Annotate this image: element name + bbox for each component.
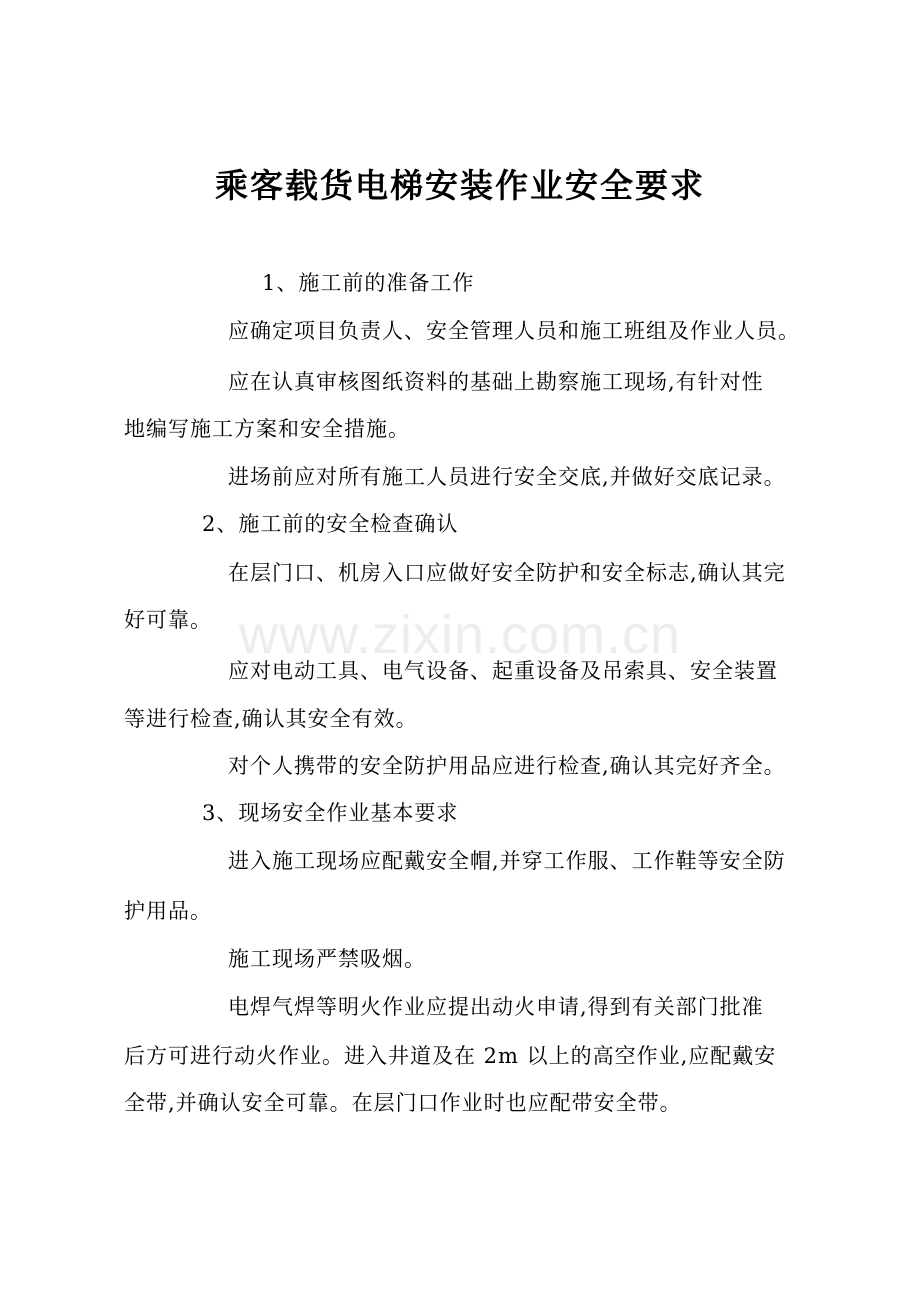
paragraph-line: 应确定项目负责人、安全管理人员和施工班组及作业人员。 xyxy=(228,319,800,343)
paragraph-line: 后方可进行动火作业。进入井道及在 2m 以上的高空作业,应配戴安 xyxy=(124,1044,777,1068)
paragraph-line: 对个人携带的安全防护用品应进行检查,确认其完好齐全。 xyxy=(228,754,786,778)
paragraph-line: 地编写施工方案和安全措施。 xyxy=(124,417,410,441)
watermark: www.zixin.com.cn xyxy=(238,605,682,665)
paragraph-line: 好可靠。 xyxy=(124,608,212,632)
paragraph-line: 护用品。 xyxy=(124,899,212,923)
paragraph-line: 电焊气焊等明火作业应提出动火申请,得到有关部门批准 xyxy=(228,995,764,1019)
paragraph-line: 在层门口、机房入口应做好安全防护和安全标志,确认其完 xyxy=(228,561,786,585)
section-heading-1: 1、施工前的准备工作 xyxy=(262,271,475,295)
paragraph-line: 施工现场严禁吸烟。 xyxy=(228,947,426,971)
paragraph-line: 应对电动工具、电气设备、起重设备及吊索具、安全装置 xyxy=(228,659,778,683)
section-heading-2: 2、施工前的安全检查确认 xyxy=(202,512,459,536)
paragraph-line: 应在认真审核图纸资料的基础上勘察施工现场,有针对性 xyxy=(228,370,764,394)
paragraph-line: 等进行检查,确认其安全有效。 xyxy=(124,707,418,731)
paragraph-line: 全带,并确认安全可靠。在层门口作业时也应配带安全带。 xyxy=(124,1091,682,1115)
section-heading-3: 3、现场安全作业基本要求 xyxy=(202,801,459,825)
document-title: 乘客载货电梯安装作业安全要求 xyxy=(215,166,705,205)
paragraph-line: 进场前应对所有施工人员进行安全交底,并做好交底记录。 xyxy=(228,465,786,489)
paragraph-line: 进入施工现场应配戴安全帽,并穿工作服、工作鞋等安全防 xyxy=(228,849,786,873)
